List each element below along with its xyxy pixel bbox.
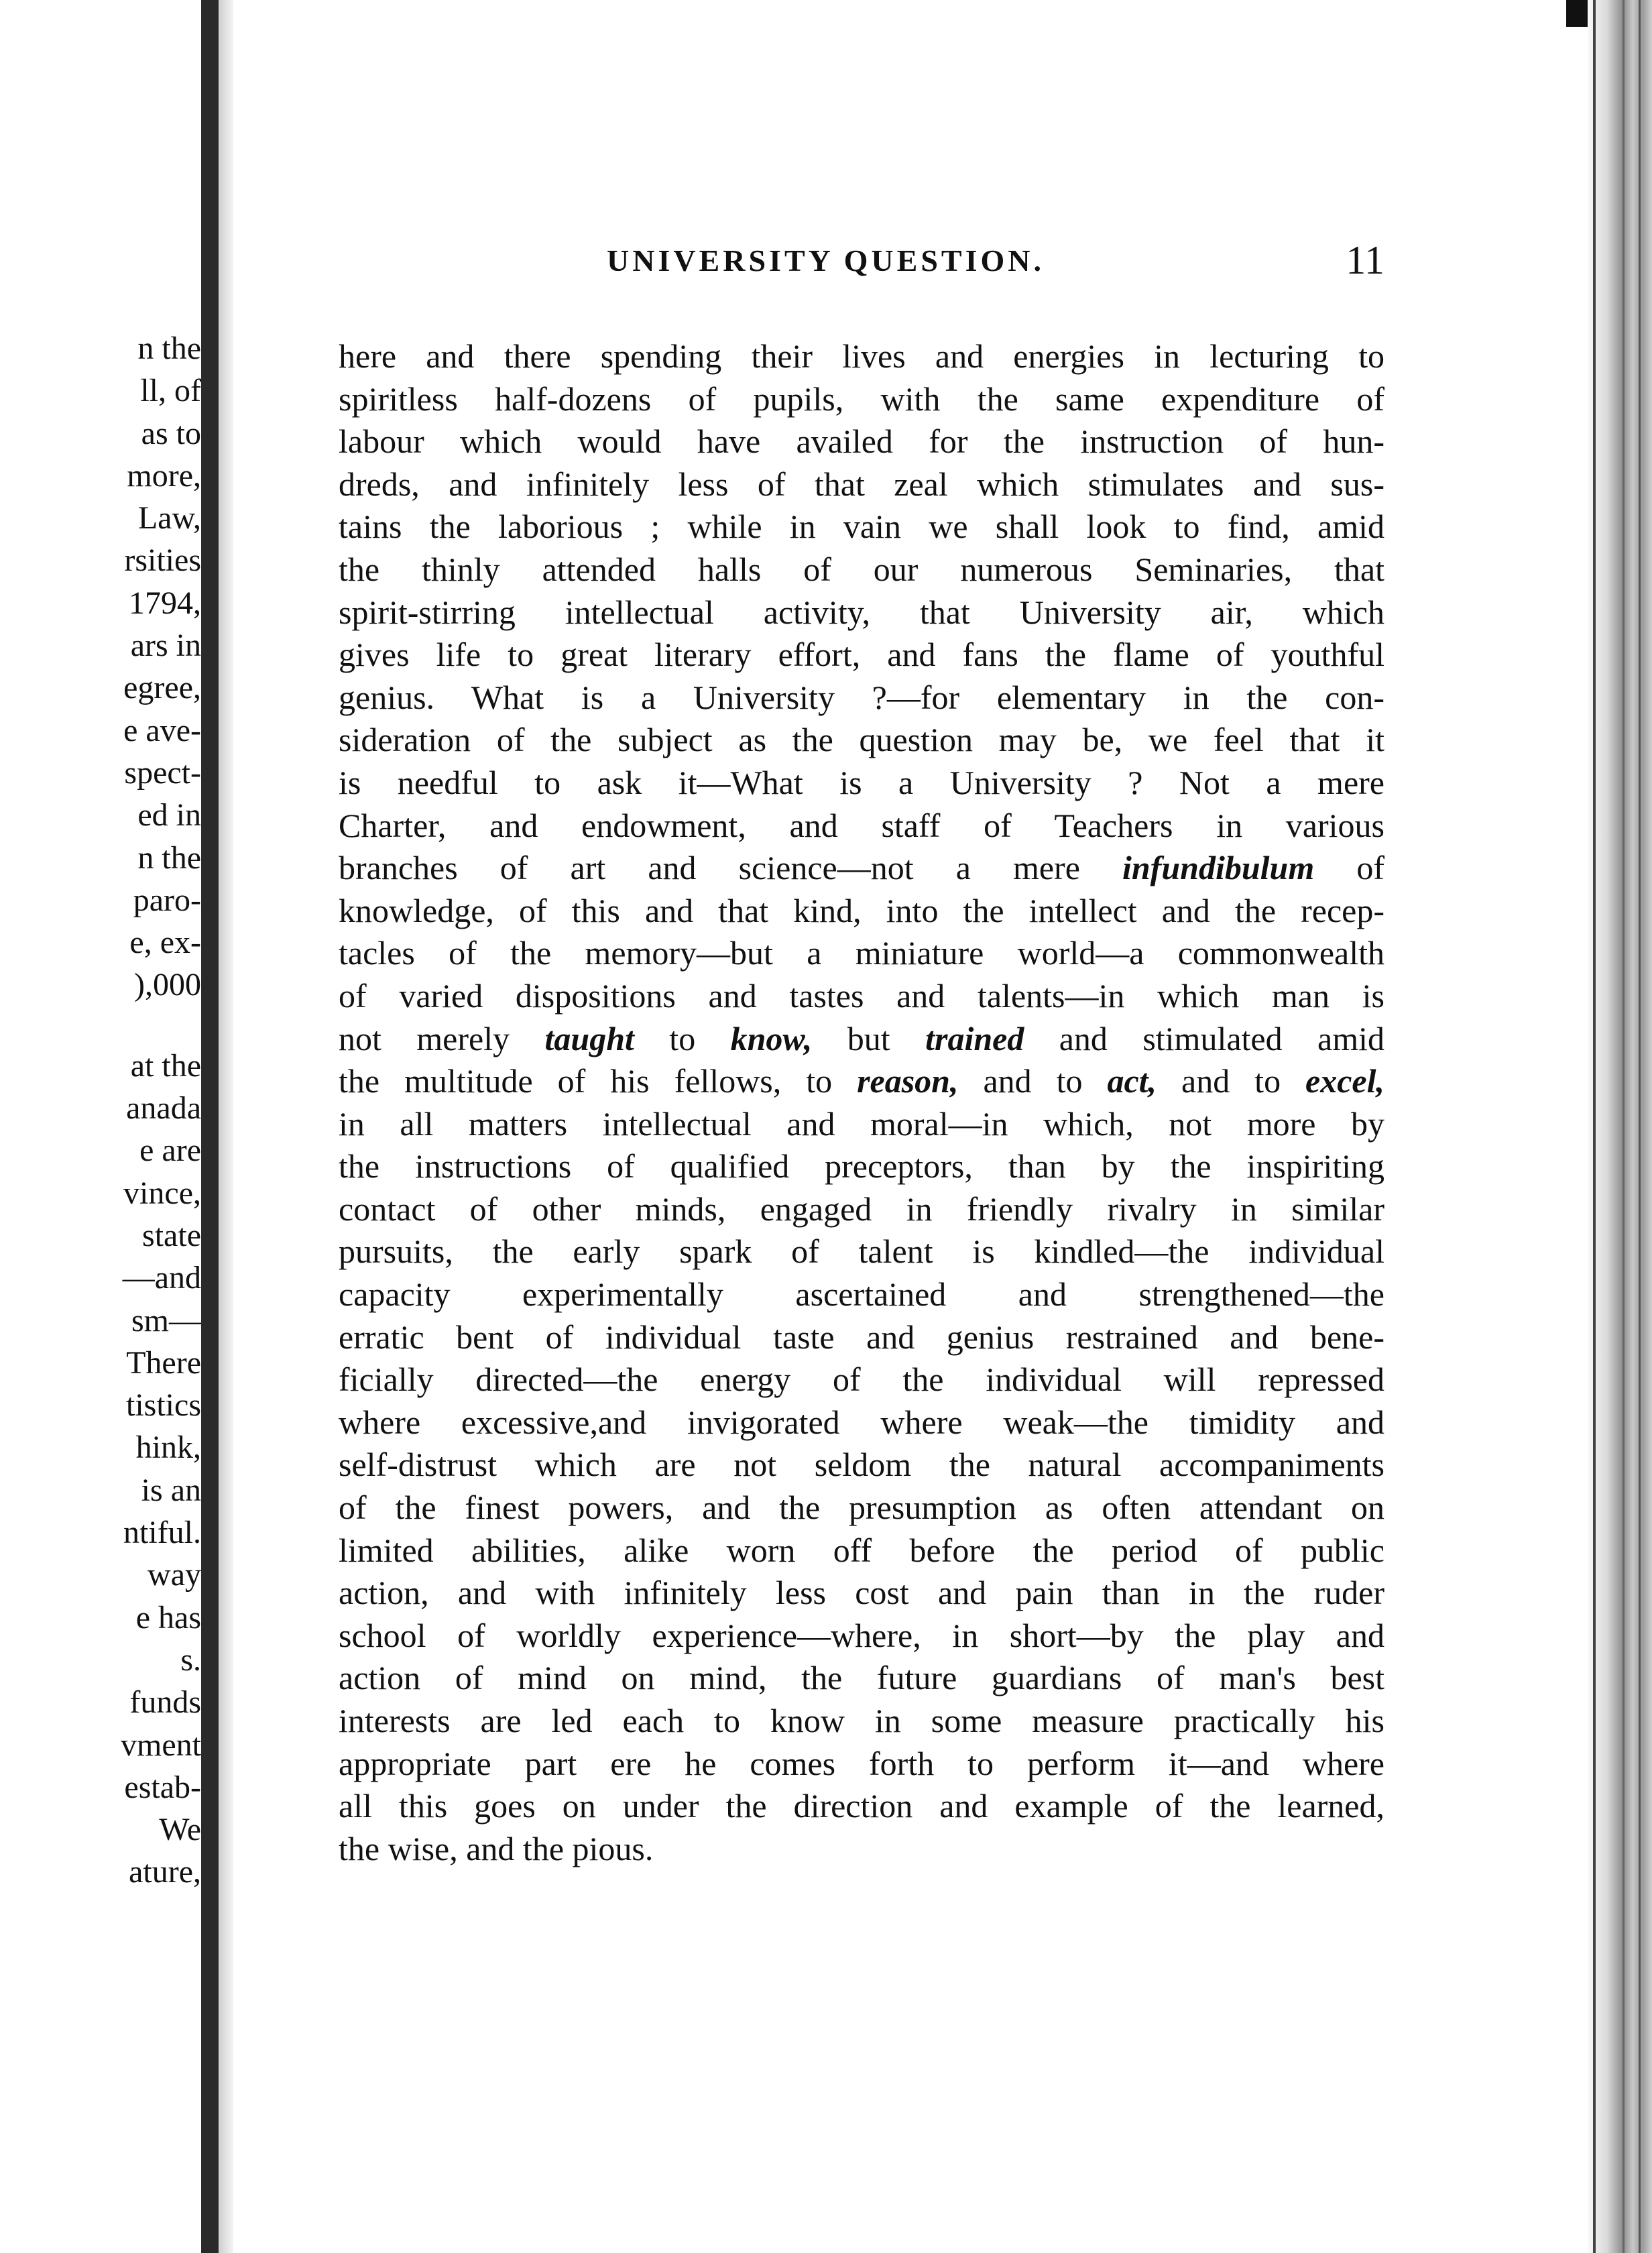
text-line: here and there spending their lives and energies in lecturing to <box>339 337 1384 375</box>
text-line: the instructions of qualified preceptors, than by the inspiriting <box>339 1147 1384 1186</box>
facing-page-line: ll, of <box>140 373 201 409</box>
italic-phrase: act, <box>1107 1062 1157 1100</box>
text-line: limited abilities, alike worn off before the period of public <box>339 1531 1384 1569</box>
body-text <box>339 335 1384 1870</box>
text-line: spirit-stirring intellectual activity, that University air, which <box>339 593 1384 631</box>
facing-page-line: We <box>159 1812 201 1848</box>
text-line: gives life to great literary effort, and fans the flame of youthful <box>339 636 1384 674</box>
facing-page-line: There <box>126 1344 201 1381</box>
facing-page-line: 1794, <box>129 585 201 621</box>
facing-page-line: way <box>148 1557 201 1593</box>
text-line: interests are led each to know in some measure practically his <box>339 1702 1384 1739</box>
facing-page-line: is an <box>141 1472 201 1508</box>
gutter-fold <box>219 0 233 2253</box>
facing-page-line: tistics <box>125 1387 201 1424</box>
text-line: tacles of the memory—but a miniature world—a commonwealth <box>339 934 1384 972</box>
text-line: appropriate part ere he comes forth to perform it—and where <box>339 1744 1384 1782</box>
text-line: genius. What is a University ?—for elementary in the con- <box>339 678 1384 716</box>
facing-page-line: e has <box>135 1599 201 1635</box>
facing-page-line: e ave- <box>123 712 201 748</box>
gutter-shadow <box>201 0 219 2253</box>
facing-page-line: n the <box>137 331 201 366</box>
facing-page-line: n the <box>137 840 201 876</box>
italic-phrase: reason, <box>857 1062 959 1100</box>
text-line: is needful to ask it—What is a University ? Not a mere <box>339 763 1384 801</box>
text-line: the multitude of his fellows, to reason, and to act, and to excel, <box>339 1062 1384 1100</box>
text-line: sideration of the subject as the question may be, we feel that it <box>339 721 1384 759</box>
italic-phrase: infundibulum <box>1122 849 1315 887</box>
facing-page-line: sm— <box>131 1302 201 1338</box>
text-line: where excessive,and invigorated where weak—the timidity and <box>339 1403 1384 1441</box>
facing-page-line: spect- <box>124 754 201 791</box>
text-line: labour which would have availed for the instruction of hun- <box>339 422 1384 461</box>
facing-page-text <box>0 327 201 1894</box>
facing-page-line: ars in <box>130 628 201 664</box>
text-line: ficially directed—the energy of the individual will repressed <box>339 1361 1384 1399</box>
page-header <box>607 238 1384 290</box>
italic-phrase: trained <box>925 1019 1024 1057</box>
facing-page-left <box>0 0 201 2253</box>
text-line: action of mind on mind, the future guardians of man's best <box>339 1659 1384 1697</box>
text-line: action, and with infinitely less cost and pain than in the ruder <box>339 1574 1384 1612</box>
facing-page-line: vince, <box>123 1175 201 1211</box>
facing-page-line: vment <box>121 1727 201 1763</box>
italic-phrase: excel, <box>1305 1062 1384 1100</box>
text-line: the thinly attended halls of our numerous Seminaries, that <box>339 550 1384 588</box>
facing-page-line: egree, <box>123 670 201 706</box>
text-line: self-distrust which are not seldom the natural accompaniments <box>339 1446 1384 1484</box>
facing-page-line: paro- <box>133 882 201 918</box>
facing-page-line: anada <box>126 1090 201 1126</box>
text-line: dreds, and infinitely less of that zeal which stimulates and sus- <box>339 465 1384 503</box>
facing-page-line: ed in <box>137 797 201 833</box>
italic-phrase: know, <box>730 1019 813 1057</box>
facing-page-line: e, ex- <box>129 925 201 961</box>
text-line: pursuits, the early spark of talent is kindled—the individual <box>339 1232 1384 1271</box>
facing-page-line: estab- <box>124 1769 201 1805</box>
text-line: Charter, and endowment, and staff of Teachers in various <box>339 806 1384 844</box>
facing-page-line: at the <box>130 1047 201 1084</box>
page-edge-right <box>1588 0 1652 2253</box>
facing-page-line: Law, <box>137 500 201 536</box>
text-line: capacity experimentally ascertained and strengthened—the <box>339 1275 1384 1314</box>
facing-page-line: ),000 <box>134 967 201 1003</box>
text-line: all this goes on under the direction and example of the learned, <box>339 1787 1384 1825</box>
facing-page-line: —and <box>122 1260 201 1296</box>
page-number: 11 <box>1346 238 1384 282</box>
text-line: branches of art and science—not a mere infundibulum of <box>339 849 1384 887</box>
text-line: not merely taught to know, but trained and stimulated amid <box>339 1019 1384 1057</box>
facing-page-line: s. <box>180 1641 201 1678</box>
facing-page-line: state <box>142 1217 201 1253</box>
text-line: tains the laborious ; while in vain we shall look to find, amid <box>339 508 1384 546</box>
facing-page-line: hink, <box>135 1430 201 1466</box>
facing-page-line: ntiful. <box>123 1515 201 1551</box>
facing-page-line: more, <box>127 457 201 494</box>
facing-page-line: as to <box>141 415 201 451</box>
facing-page-line: rsities <box>124 542 201 579</box>
text-line: knowledge, of this and that kind, into the intellect and the recep- <box>339 891 1384 929</box>
text-line: of the finest powers, and the presumption as often attendant on <box>339 1489 1384 1527</box>
text-line: school of worldly experience—where, in short—by the play and <box>339 1616 1384 1654</box>
text-line: the wise, and the pious. <box>339 1829 654 1867</box>
facing-page-line: funds <box>129 1684 201 1721</box>
italic-phrase: taught <box>544 1019 634 1057</box>
running-head: UNIVERSITY QUESTION. <box>607 243 1045 278</box>
text-line: spiritless half-dozens of pupils, with the same expenditure of <box>339 380 1384 418</box>
text-line: erratic bent of individual taste and genius restrained and bene- <box>339 1318 1384 1356</box>
text-line: contact of other minds, engaged in friendly rivalry in similar <box>339 1190 1384 1228</box>
facing-page-line <box>0 1006 201 1045</box>
text-line: of varied dispositions and tastes and talents—in which man is <box>339 976 1384 1015</box>
text-line: in all matters intellectual and moral—in which, not more by <box>339 1104 1384 1143</box>
facing-page-line: e are <box>139 1133 201 1169</box>
facing-page-line: ature, <box>129 1854 201 1890</box>
